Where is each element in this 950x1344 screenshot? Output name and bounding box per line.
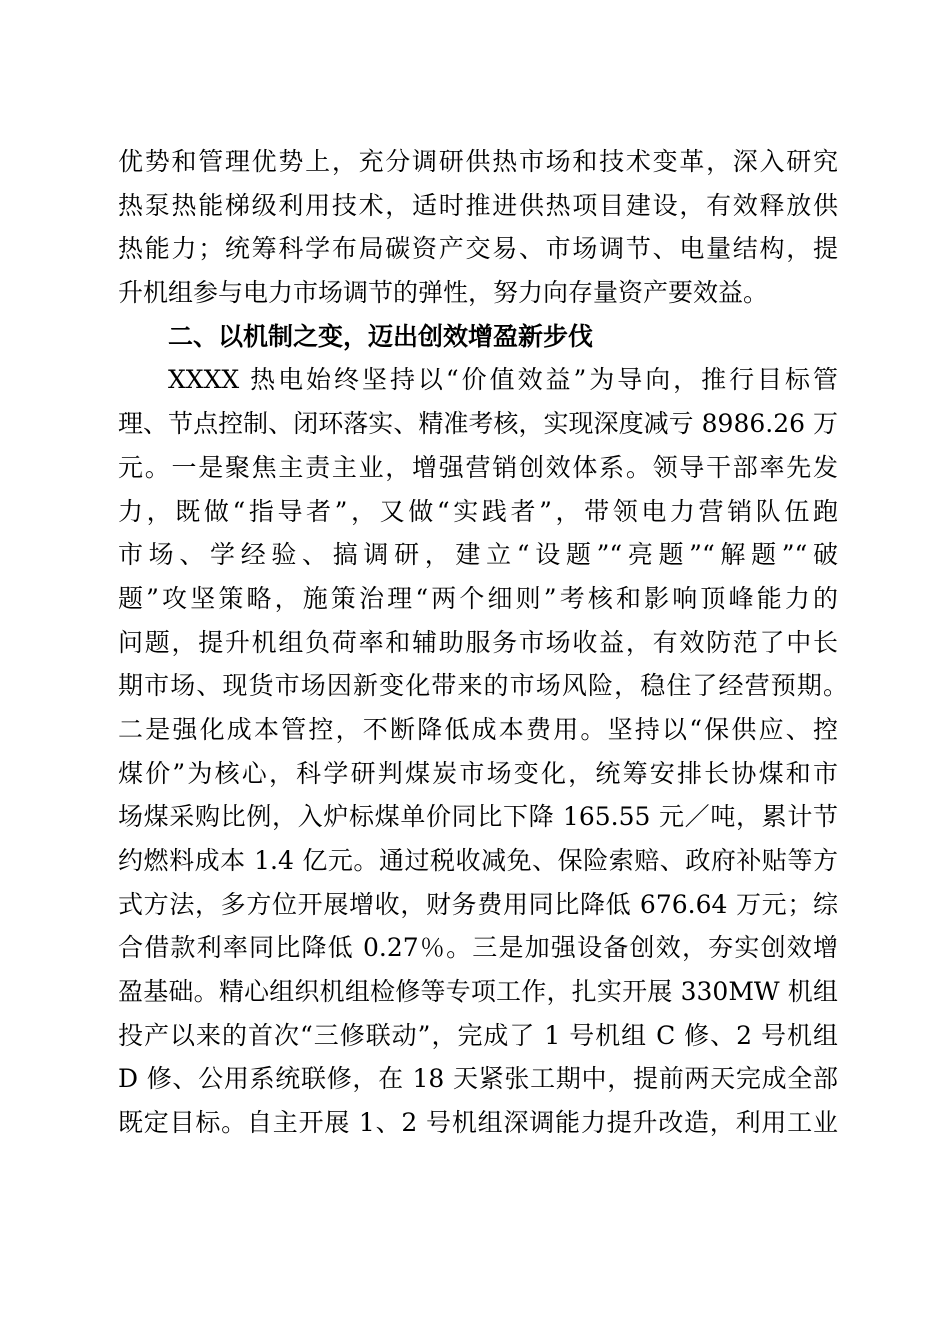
text-line: 优势和管理优势上，充分调研供热市场和技术变革，深入研究	[118, 147, 838, 176]
text-line: 合借款利率同比降低 0.27％。三是加强设备创效，夯实创效增	[118, 933, 838, 963]
text-line: 理、节点控制、闭环落实、精准考核，实现深度减亏 8986.26 万	[118, 409, 838, 439]
text-line: 升机组参与电力市场调节的弹性，努力向存量资产要效益。	[118, 278, 769, 308]
text-line: 二是强化成本管控，不断降低成本费用。坚持以“保供应、控	[118, 714, 838, 744]
text-line: 题”攻坚策略，施策治理“两个细则”考核和影响顶峰能力的	[118, 583, 838, 613]
text-line: 投产以来的首次“三修联动”，完成了 1 号机组 C 修、2 号机组	[118, 1020, 838, 1050]
text-line: 问题，提升机组负荷率和辅助服务市场收益，有效防范了中长	[118, 627, 838, 657]
text-line: D 修、公用系统联修，在 18 天紧张工期中，提前两天完成全部	[118, 1064, 838, 1094]
text-line: 元。一是聚焦主责主业，增强营销创效体系。领导干部率先发	[118, 452, 838, 482]
text-line: 约燃料成本 1.4 亿元。通过税收减免、保险索赔、政府补贴等方	[118, 846, 838, 875]
text-line: 场煤采购比例，入炉标煤单价同比下降 165.55 元／吨，累计节	[118, 802, 838, 832]
text-line: 市场、学经验、搞调研，建立“设题”“亮题”“解题”“破	[118, 540, 838, 570]
text-line: 盈基础。精心组织机组检修等专项工作，扎实开展 330MW 机组	[118, 977, 838, 1007]
text-line: 热泵热能梯级利用技术，适时推进供热项目建设，有效释放供	[118, 190, 838, 220]
section-heading: 二、以机制之变，迈出创效增盈新步伐	[168, 321, 594, 351]
text-line: 力，既做“指导者”，又做“实践者”，带领电力营销队伍跑	[118, 496, 838, 526]
paragraph-first-line: XXXX 热电始终坚持以“价值效益”为导向，推行目标管	[168, 365, 838, 395]
text-line: 煤价”为核心，科学研判煤炭市场变化，统筹安排长协煤和市	[118, 758, 838, 788]
text-line: 热能力；统筹科学布局碳资产交易、市场调节、电量结构，提	[118, 234, 838, 264]
text-line: 式方法，多方位开展增收，财务费用同比降低 676.64 万元；综	[118, 889, 838, 919]
body-text	[118, 140, 848, 1145]
text-line: 既定目标。自主开展 1、2 号机组深调能力提升改造，利用工业	[118, 1108, 838, 1138]
text-line: 期市场、现货市场因新变化带来的市场风险，稳住了经营预期。	[118, 671, 848, 701]
